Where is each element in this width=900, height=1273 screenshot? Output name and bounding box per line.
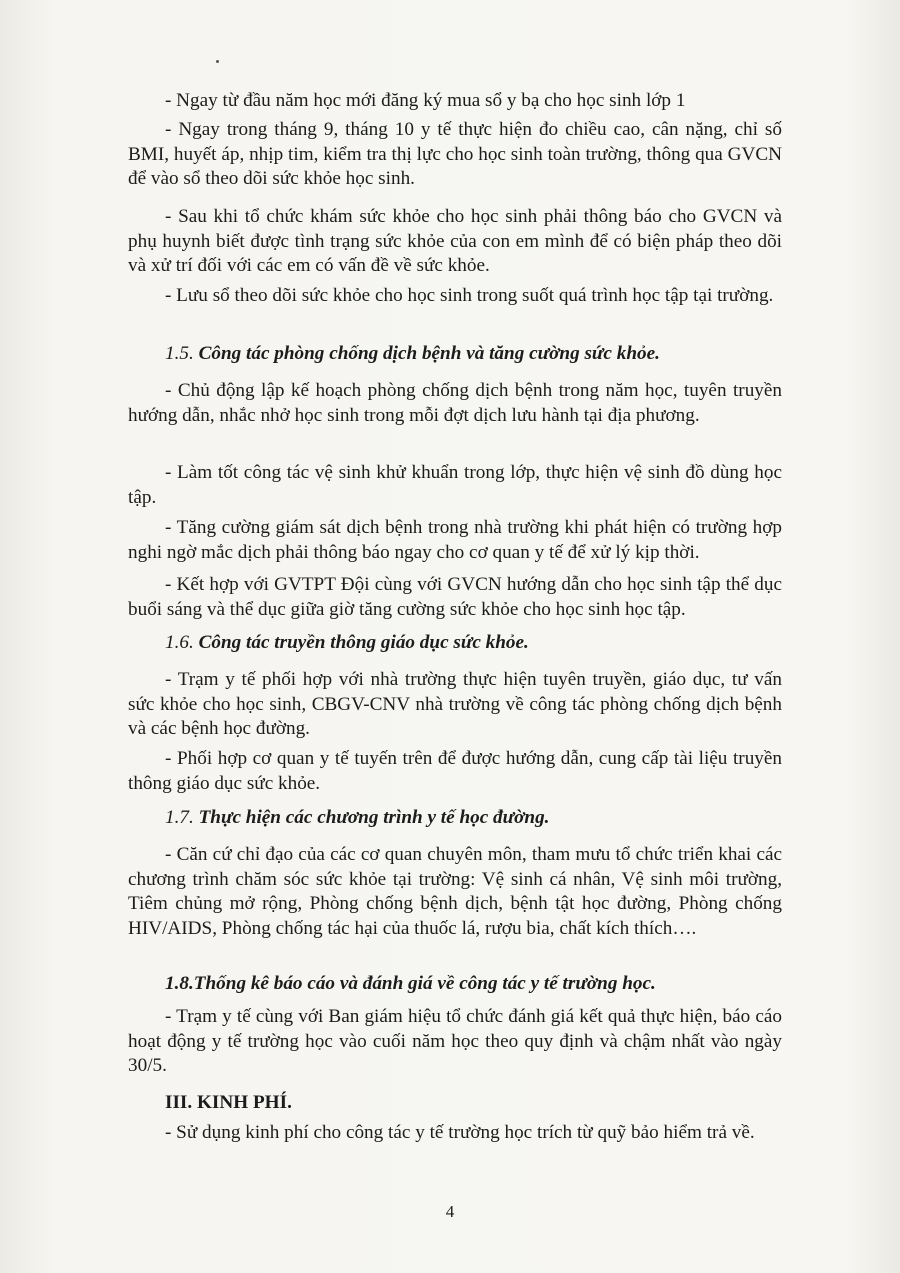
paragraph: - Làm tốt công tác vệ sinh khử khuẩn trong lớp, thực hiện vệ sinh đồ dùng học tập. xyxy=(128,462,782,508)
section-heading-iii: III. KINH PHÍ. xyxy=(165,1092,292,1113)
heading-number: 1.7. xyxy=(165,807,194,828)
heading-number: 1.5. xyxy=(165,343,194,364)
paragraph: - Lưu sổ theo dõi sức khỏe cho học sinh trong suốt quá trình học tập tại trường. xyxy=(165,285,774,306)
paragraph: - Ngay từ đầu năm học mới đăng ký mua sổ y bạ cho học sinh lớp 1 xyxy=(165,90,686,111)
heading-title: Công tác phòng chống dịch bệnh và tăng cường sức khỏe. xyxy=(198,343,660,364)
paragraph: - Phối hợp cơ quan y tế tuyến trên để được hướng dẫn, cung cấp tài liệu truyền thông giáo dục sức khỏe. xyxy=(128,748,782,794)
section-heading-1-6 xyxy=(165,631,529,655)
heading-title: Công tác truyền thông giáo dục sức khỏe. xyxy=(198,632,529,653)
heading-number: 1.6. xyxy=(165,632,194,653)
scan-speck xyxy=(216,60,219,63)
heading-title: 1.8.Thống kê báo cáo và đánh giá về công tác y tế trường học. xyxy=(165,973,656,994)
paragraph: - Trạm y tế phối hợp với nhà trường thực hiện tuyên truyền, giáo dục, tư vấn sức khỏe cho học sinh, CBGV-CNV nhà trường về công tác phòng chống dịch bệnh và các bệnh học đường. xyxy=(128,669,782,739)
paragraph: - Trạm y tế cùng với Ban giám hiệu tổ chức đánh giá kết quả thực hiện, báo cáo hoạt động y tế trường học vào cuối năm học theo quy định và chậm nhất vào ngày 30/5. xyxy=(128,1006,782,1076)
section-heading-1-8 xyxy=(165,972,656,996)
paragraph: - Kết hợp với GVTPT Đội cùng với GVCN hướng dẫn cho học sinh tập thể dục buổi sáng và thể dục giữa giờ tăng cường sức khỏe cho học sinh học tập. xyxy=(128,574,782,620)
paragraph: - Sau khi tổ chức khám sức khỏe cho học sinh phải thông báo cho GVCN và phụ huynh biết được tình trạng sức khỏe của con em mình để có biện pháp theo dõi và xử trí đối với các em có vấn đề về sức khỏe. xyxy=(128,206,782,276)
page-number: 4 xyxy=(445,1202,455,1221)
paragraph: - Ngay trong tháng 9, tháng 10 y tế thực hiện đo chiều cao, cân nặng, chỉ số BMI, huyết áp, nhịp tim, kiểm tra thị lực cho học sinh toàn trường, thông qua GVCN để vào sổ theo dõi sức khỏe học sinh. xyxy=(128,119,782,189)
heading-title: Thực hiện các chương trình y tế học đường. xyxy=(198,807,550,828)
paragraph: - Căn cứ chỉ đạo của các cơ quan chuyên môn, tham mưu tổ chức triển khai các chương trình chăm sóc sức khỏe tại trường: Vệ sinh cá nhân, Vệ sinh môi trường, Tiêm chủng mở rộng, Phòng chống bệnh dịch, bệnh tật học đường, Phòng chống HIV/AIDS, Phòng chống tác hại của thuốc lá, rượu bia, chất kích thích…. xyxy=(128,844,782,939)
paragraph: - Tăng cường giám sát dịch bệnh trong nhà trường khi phát hiện có trường hợp nghi ngờ mắc dịch phải thông báo ngay cho cơ quan y tế để xử lý kịp thời. xyxy=(128,517,782,563)
paragraph: - Sử dụng kinh phí cho công tác y tế trường học trích từ quỹ bảo hiểm trả về. xyxy=(165,1122,755,1143)
section-heading-1-7 xyxy=(165,806,549,830)
paragraph: - Chủ động lập kế hoạch phòng chống dịch bệnh trong năm học, tuyên truyền hướng dẫn, nhắc nhở học sinh trong mỗi đợt dịch lưu hành tại địa phương. xyxy=(128,380,782,426)
section-heading-1-5 xyxy=(165,342,660,366)
